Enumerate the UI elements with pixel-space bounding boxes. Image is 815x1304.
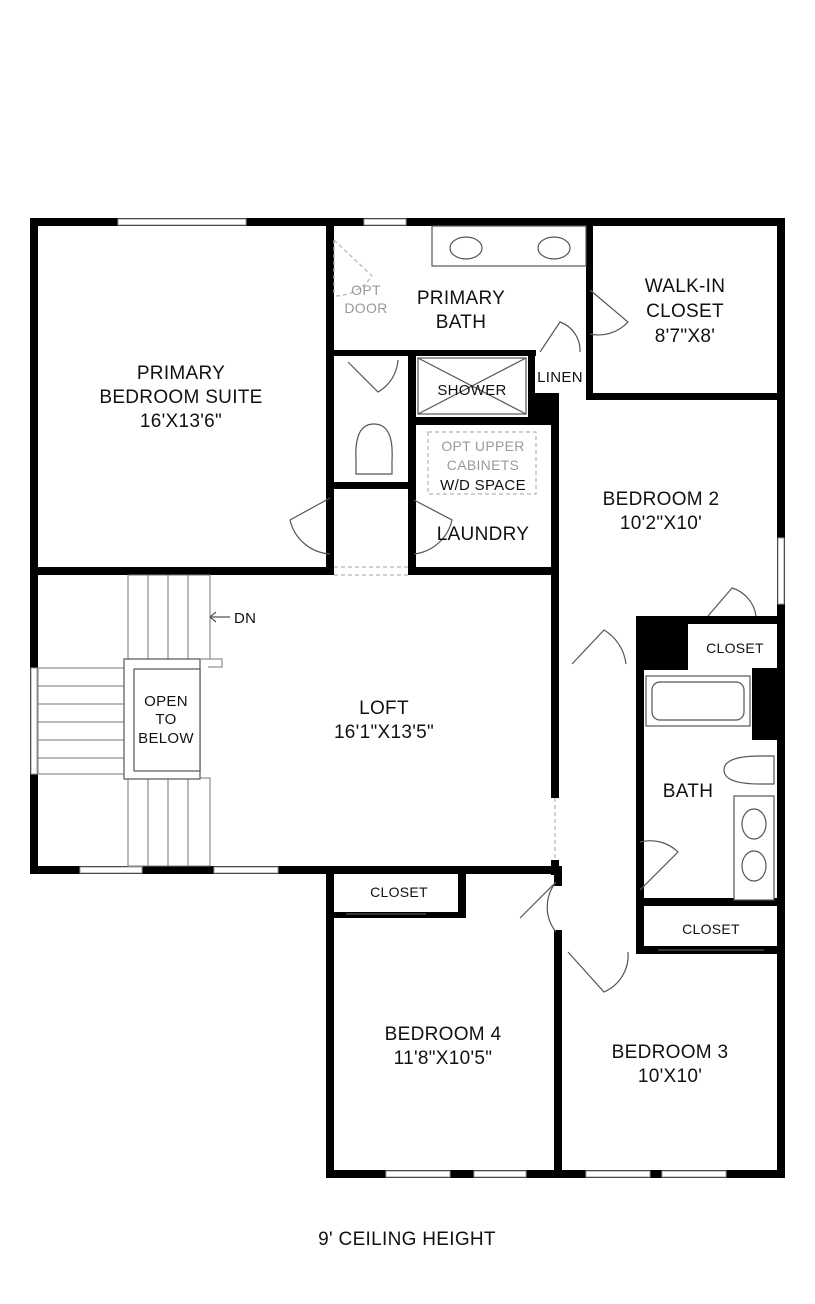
shower-label: SHOWER — [437, 382, 507, 399]
bedroom4-size: 11'8"X10'5" — [393, 1048, 493, 1069]
bedroom3-size: 10'X10' — [637, 1066, 703, 1087]
primary-bath-name-1: PRIMARY — [416, 288, 506, 309]
linen-label: LINEN — [537, 369, 583, 386]
primary-bedroom-size: 16'X13'6" — [139, 411, 223, 432]
walk-in-closet-size: 8'7"X8' — [654, 326, 716, 347]
loft-size: 16'1"X13'5" — [333, 722, 435, 743]
bedroom4-name: BEDROOM 4 — [384, 1024, 502, 1045]
walk-in-closet-name-1: WALK-IN — [644, 276, 726, 297]
primary-bath-name-2: BATH — [435, 312, 487, 333]
opt-door-label-2: DOOR — [344, 300, 388, 316]
laundry-wd-space: W/D SPACE — [440, 477, 526, 494]
primary-bedroom-name-2: BEDROOM SUITE — [99, 387, 263, 408]
laundry-opt-2: CABINETS — [446, 457, 520, 473]
bedroom2-name: BEDROOM 2 — [602, 489, 720, 510]
dn-label: DN — [234, 610, 257, 627]
bedroom2-closet: CLOSET — [706, 640, 764, 656]
ceiling-height-note: 9' CEILING HEIGHT — [318, 1229, 496, 1250]
open-to-below-3: BELOW — [138, 730, 194, 747]
open-to-below-2: TO — [155, 711, 177, 728]
bedroom4-closet: CLOSET — [370, 884, 428, 900]
bedroom2-size: 10'2"X10' — [619, 513, 703, 534]
walk-in-closet-name-2: CLOSET — [646, 301, 724, 322]
laundry-opt-1: OPT UPPER — [441, 438, 525, 454]
bedroom3-closet: CLOSET — [682, 921, 740, 937]
opt-door-label-1: OPT — [351, 282, 381, 298]
bath-name: BATH — [662, 781, 714, 802]
bedroom3-name: BEDROOM 3 — [611, 1042, 729, 1063]
primary-bedroom-name-1: PRIMARY — [136, 363, 226, 384]
staircase — [38, 575, 230, 866]
laundry-name: LAUNDRY — [436, 524, 530, 545]
open-to-below-1: OPEN — [144, 693, 188, 710]
loft-name: LOFT — [359, 698, 409, 719]
